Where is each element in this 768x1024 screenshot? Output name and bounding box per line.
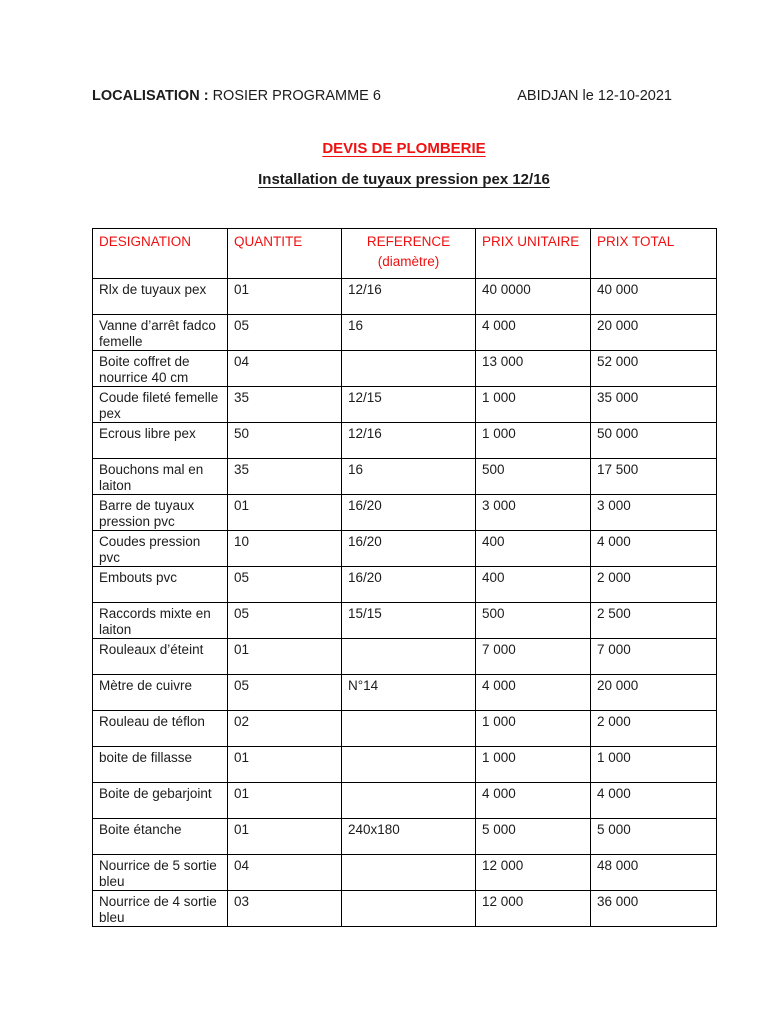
cell-reference: 16 bbox=[342, 315, 476, 351]
table-row bbox=[93, 603, 717, 639]
cell-prix-total: 7 000 bbox=[591, 639, 717, 675]
cell-prix-unitaire: 40 0000 bbox=[476, 279, 591, 315]
table-row bbox=[93, 711, 717, 747]
cell-prix-unitaire: 1 000 bbox=[476, 747, 591, 783]
table-row bbox=[93, 783, 717, 819]
cell-prix-unitaire: 7 000 bbox=[476, 639, 591, 675]
cell-designation: Raccords mixte en laiton bbox=[93, 603, 228, 639]
table-row bbox=[93, 279, 717, 315]
cell-prix-unitaire: 1 000 bbox=[476, 423, 591, 459]
table-row bbox=[93, 675, 717, 711]
cell-prix-total: 36 000 bbox=[591, 891, 717, 927]
cell-quantite: 05 bbox=[228, 567, 342, 603]
cell-prix-total: 48 000 bbox=[591, 855, 717, 891]
table-row bbox=[93, 567, 717, 603]
cell-designation: Embouts pvc bbox=[93, 567, 228, 603]
table-row bbox=[93, 531, 717, 567]
cell-prix-unitaire: 4 000 bbox=[476, 315, 591, 351]
cell-reference: 12/16 bbox=[342, 423, 476, 459]
cell-reference bbox=[342, 747, 476, 783]
localisation-line bbox=[92, 88, 381, 105]
cell-prix-unitaire: 5 000 bbox=[476, 819, 591, 855]
cell-reference bbox=[342, 783, 476, 819]
cell-prix-total: 50 000 bbox=[591, 423, 717, 459]
cell-prix-total: 3 000 bbox=[591, 495, 717, 531]
cell-prix-unitaire: 3 000 bbox=[476, 495, 591, 531]
cell-reference bbox=[342, 351, 476, 387]
cell-quantite: 05 bbox=[228, 603, 342, 639]
cell-quantite: 03 bbox=[228, 891, 342, 927]
cell-quantite: 04 bbox=[228, 351, 342, 387]
cell-quantite: 01 bbox=[228, 639, 342, 675]
document-title: DEVIS DE PLOMBERIE bbox=[322, 140, 486, 157]
cell-designation: Nourrice de 5 sortie bleu bbox=[93, 855, 228, 891]
cell-reference: N°14 bbox=[342, 675, 476, 711]
cell-prix-total: 4 000 bbox=[591, 531, 717, 567]
table-body bbox=[93, 279, 717, 927]
cell-designation: Vanne d’arrêt fadco femelle bbox=[93, 315, 228, 351]
cell-quantite: 01 bbox=[228, 279, 342, 315]
table-row bbox=[93, 423, 717, 459]
table-row bbox=[93, 639, 717, 675]
cell-designation: Bouchons mal en laiton bbox=[93, 459, 228, 495]
cell-reference bbox=[342, 855, 476, 891]
cell-designation: Rouleaux d’éteint bbox=[93, 639, 228, 675]
cell-designation: Rlx de tuyaux pex bbox=[93, 279, 228, 315]
cell-prix-total: 20 000 bbox=[591, 315, 717, 351]
cell-reference bbox=[342, 639, 476, 675]
cell-prix-total: 52 000 bbox=[591, 351, 717, 387]
table-row bbox=[93, 891, 717, 927]
cell-prix-total: 2 000 bbox=[591, 567, 717, 603]
col-header-prix-total: PRIX TOTAL bbox=[591, 229, 717, 279]
cell-designation: Ecrous libre pex bbox=[93, 423, 228, 459]
cell-quantite: 10 bbox=[228, 531, 342, 567]
cell-prix-total: 20 000 bbox=[591, 675, 717, 711]
cell-prix-unitaire: 500 bbox=[476, 459, 591, 495]
cell-quantite: 01 bbox=[228, 783, 342, 819]
cell-prix-unitaire: 1 000 bbox=[476, 711, 591, 747]
col-header-reference bbox=[342, 229, 476, 279]
date-line: ABIDJAN le 12-10-2021 bbox=[517, 88, 672, 104]
cell-prix-unitaire: 1 000 bbox=[476, 387, 591, 423]
cell-prix-total: 35 000 bbox=[591, 387, 717, 423]
cell-designation: Boite coffret de nourrice 40 cm bbox=[93, 351, 228, 387]
cell-prix-unitaire: 12 000 bbox=[476, 891, 591, 927]
cell-designation: Boite de gebarjoint bbox=[93, 783, 228, 819]
col-header-quantite: QUANTITE bbox=[228, 229, 342, 279]
cell-designation: Mètre de cuivre bbox=[93, 675, 228, 711]
cell-prix-total: 2 500 bbox=[591, 603, 717, 639]
col-header-reference-line2: (diamètre) bbox=[377, 254, 440, 269]
cell-quantite: 35 bbox=[228, 387, 342, 423]
cell-prix-unitaire: 500 bbox=[476, 603, 591, 639]
cell-reference bbox=[342, 891, 476, 927]
document-subtitle: Installation de tuyaux pression pex 12/16 bbox=[258, 171, 550, 188]
cell-designation: Rouleau de téflon bbox=[93, 711, 228, 747]
cell-prix-unitaire: 400 bbox=[476, 531, 591, 567]
cell-quantite: 01 bbox=[228, 747, 342, 783]
cell-designation: Barre de tuyaux pression pvc bbox=[93, 495, 228, 531]
table-row bbox=[93, 351, 717, 387]
cell-reference: 240x180 bbox=[342, 819, 476, 855]
col-header-prix-unitaire: PRIX UNITAIRE bbox=[476, 229, 591, 279]
cell-prix-unitaire: 400 bbox=[476, 567, 591, 603]
cell-prix-unitaire: 13 000 bbox=[476, 351, 591, 387]
cell-reference: 16/20 bbox=[342, 531, 476, 567]
cell-prix-unitaire: 4 000 bbox=[476, 783, 591, 819]
cell-prix-total: 5 000 bbox=[591, 819, 717, 855]
cell-quantite: 01 bbox=[228, 819, 342, 855]
cell-prix-total: 17 500 bbox=[591, 459, 717, 495]
table-row bbox=[93, 495, 717, 531]
col-header-reference-line1: REFERENCE bbox=[366, 234, 451, 249]
localisation-value: ROSIER PROGRAMME 6 bbox=[212, 88, 381, 104]
cell-reference: 12/15 bbox=[342, 387, 476, 423]
cell-prix-total: 2 000 bbox=[591, 711, 717, 747]
table-row bbox=[93, 387, 717, 423]
cell-quantite: 35 bbox=[228, 459, 342, 495]
cell-quantite: 05 bbox=[228, 315, 342, 351]
cell-designation: Nourrice de 4 sortie bleu bbox=[93, 891, 228, 927]
cell-quantite: 01 bbox=[228, 495, 342, 531]
cell-reference: 12/16 bbox=[342, 279, 476, 315]
cell-reference: 16 bbox=[342, 459, 476, 495]
cell-reference: 15/15 bbox=[342, 603, 476, 639]
cell-reference bbox=[342, 711, 476, 747]
cell-designation: Coude fileté femelle pex bbox=[93, 387, 228, 423]
col-header-designation: DESIGNATION bbox=[93, 229, 228, 279]
table-row bbox=[93, 855, 717, 891]
cell-designation: boite de fillasse bbox=[93, 747, 228, 783]
cell-prix-total: 4 000 bbox=[591, 783, 717, 819]
table-row bbox=[93, 315, 717, 351]
document-header bbox=[92, 88, 672, 105]
cell-designation: Boite étanche bbox=[93, 819, 228, 855]
cell-quantite: 50 bbox=[228, 423, 342, 459]
devis-table bbox=[92, 228, 717, 927]
table-row bbox=[93, 819, 717, 855]
cell-prix-total: 1 000 bbox=[591, 747, 717, 783]
cell-quantite: 05 bbox=[228, 675, 342, 711]
cell-quantite: 04 bbox=[228, 855, 342, 891]
cell-reference: 16/20 bbox=[342, 567, 476, 603]
localisation-label: LOCALISATION : bbox=[92, 88, 209, 104]
table-row bbox=[93, 747, 717, 783]
cell-prix-unitaire: 4 000 bbox=[476, 675, 591, 711]
cell-designation: Coudes pression pvc bbox=[93, 531, 228, 567]
cell-quantite: 02 bbox=[228, 711, 342, 747]
cell-reference: 16/20 bbox=[342, 495, 476, 531]
table-header-row bbox=[93, 229, 717, 279]
cell-prix-unitaire: 12 000 bbox=[476, 855, 591, 891]
table-row bbox=[93, 459, 717, 495]
cell-prix-total: 40 000 bbox=[591, 279, 717, 315]
